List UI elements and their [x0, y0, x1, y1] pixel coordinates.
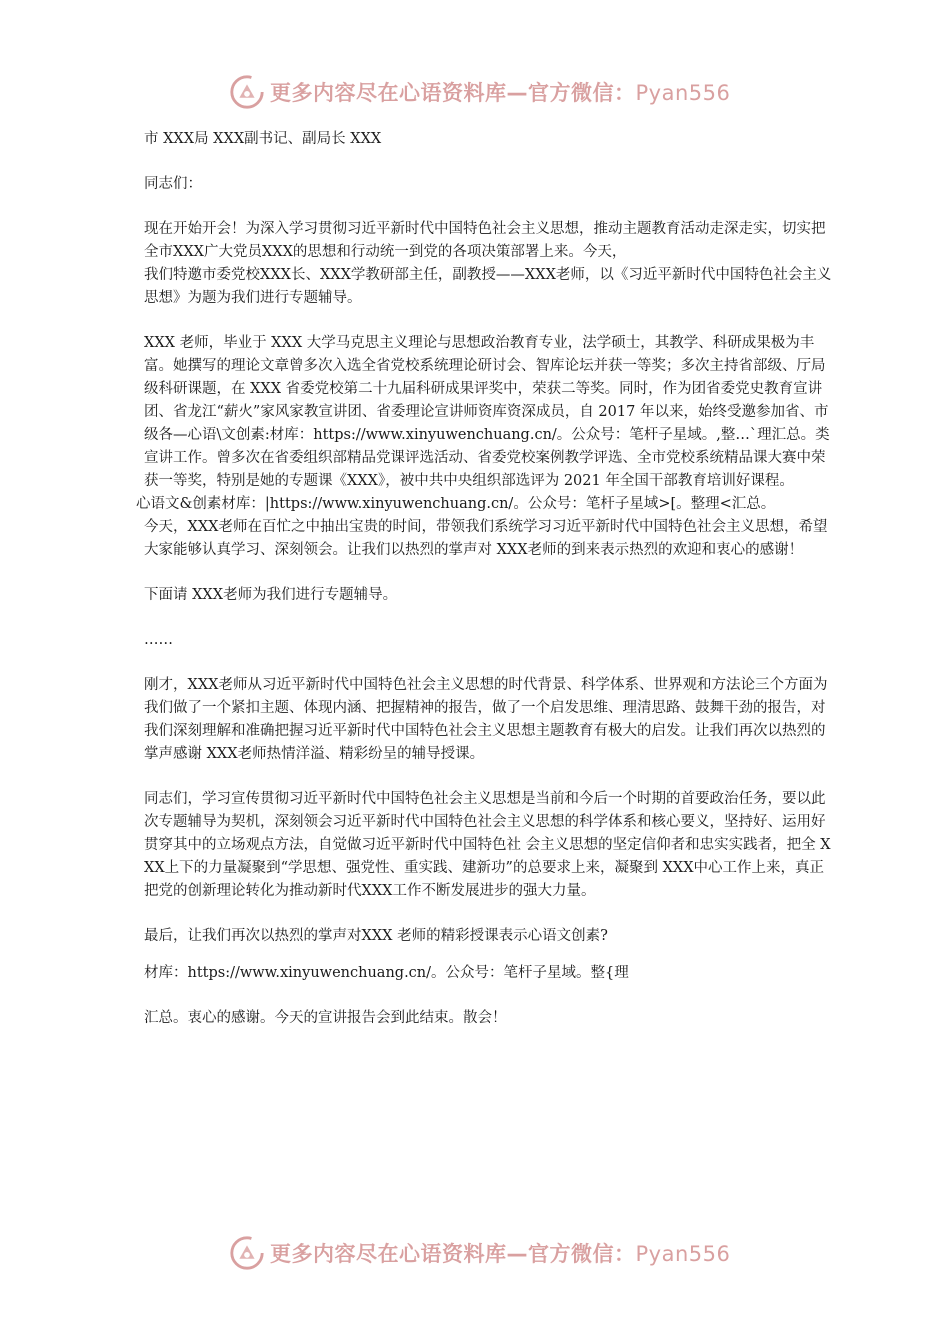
- paragraph-summary: 刚才，XXX老师从习近平新时代中国特色社会主义思想的时代背景、科学体系、世界观和方法论三个方面为我们做了一个紧扣主题、体现内涵、把握精神的报告，做了一个启发思维、理清思路、鼓舞干劲的报告，对我们深刻理解和准确把握习近平新时代中国特色社会主义思想主题教育有极大的启发。让我们再次以热烈的掌声感谢 XXX老师热情洋溢、精彩纷呈的辅导授课。: [144, 677, 828, 762]
- paragraph-closing-3: 汇总。衷心的感谢。今天的宣讲报告会到此结束。散会！: [144, 1010, 507, 1026]
- paragraph-closing-2: 材库：https://www.xinyuwenchuang.cn/。公众号：笔杆子星域。整{理: [144, 965, 629, 981]
- logo-icon: [228, 1234, 266, 1272]
- paragraph-speaker-bio: XXX 老师，毕业于 XXX 大学马克思主义理论与思想政治教育专业，法学硕士，其教学、科研成果极为丰富。她撰写的理论文章曾多次入选全省党校系统理论研讨会、智库论坛并获一等奖；多次主持省部级、厅局级科研课题，在 XXX 省委党校第二十九届科研成果评奖中，荣获二等奖。同时，作为团省委党史教育宣讲团、省龙江“薪火”家风家教宣讲团、省委理论宣讲师资库资深成员，自 2017 年以来，始终受邀参加省、市级各—心语\文创素:材库：https://www.xinyuwenchuang.cn/。公众号：笔杆子星域。,整…`理汇总。类宣讲工作。曾多次在省委组织部精品党课评选活动、省委党校案例教学评选、全市党校系统精品课大赛中荣获一等奖，特别是她的专题课《XXX》，被中共中央组织部选评为 2021 年全国干部教育培训好课程。: [144, 335, 830, 489]
- watermark-text: 更多内容尽在心语资料库—官方微信：: [270, 1242, 636, 1266]
- paragraph-requirements: 同志们，学习宣传贯彻习近平新时代中国特色社会主义思想是当前和今后一个时期的首要政治任务，要以此次专题辅导为契机，深刻领会习近平新时代中国特色社会主义思想的科学体系和核心要义，坚持好、运用好贯穿其中的立场观点方法，自觉做习近平新时代中国特色社 会主义思想的坚定信仰者和忠实实践者，把全 XXX上下的力量凝聚到“学思想、强党性、重实践、建新功”的总要求上来，凝聚到 XXX中心工作上来，真正把党的创新理论转化为推动新时代XXX工作不断发展进步的强大力量。: [144, 791, 831, 899]
- watermark-wechat-id: Pyan556: [635, 1242, 731, 1266]
- watermark-wechat-id: Pyan556: [635, 81, 731, 105]
- watermark-banner-top: [228, 72, 730, 112]
- document-body: [136, 128, 834, 1052]
- logo-icon: [228, 73, 266, 111]
- paragraph-invite: 下面请 XXX老师为我们进行专题辅导。: [144, 587, 398, 603]
- paragraph-opening: 现在开始开会！为深入学习贯彻习近平新时代中国特色社会主义思想，推动主题教育活动走深走实，切实把全市XXX广大党员XXX的思想和行动统一到党的各项决策部署上来。今天， 我们特邀市委党校XXX长、XXX学教研部主任，副教授——XXX老师，以《习近平新时代中国特色社会主义思想》为题为我们进行专题辅导。: [144, 221, 832, 306]
- ellipsis: ……: [144, 632, 173, 648]
- salutation: 同志们：: [144, 176, 202, 192]
- watermark-text: 更多内容尽在心语资料库—官方微信：: [270, 81, 636, 105]
- paragraph-source-note: 心语文&创素材库：|https://www.xinyuwenchuang.cn/。公众号：笔杆子星域>[。整理<汇总。: [136, 496, 776, 512]
- paragraph-welcome: 今天，XXX老师在百忙之中抽出宝贵的时间，带领我们系统学习习近平新时代中国特色社会主义思想，希望大家能够认真学习、深刻领会。让我们以热烈的掌声对 XXX老师的到来表示热烈的欢迎和衷心的感谢！: [144, 519, 828, 558]
- watermark-banner-bottom: [228, 1233, 730, 1273]
- speaker-line: 市 XXX局 XXX副书记、副局长 XXX: [144, 131, 382, 147]
- paragraph-closing-1: 最后，让我们再次以热烈的掌声对XXX 老师的精彩授课表示心语文创素?: [144, 928, 608, 944]
